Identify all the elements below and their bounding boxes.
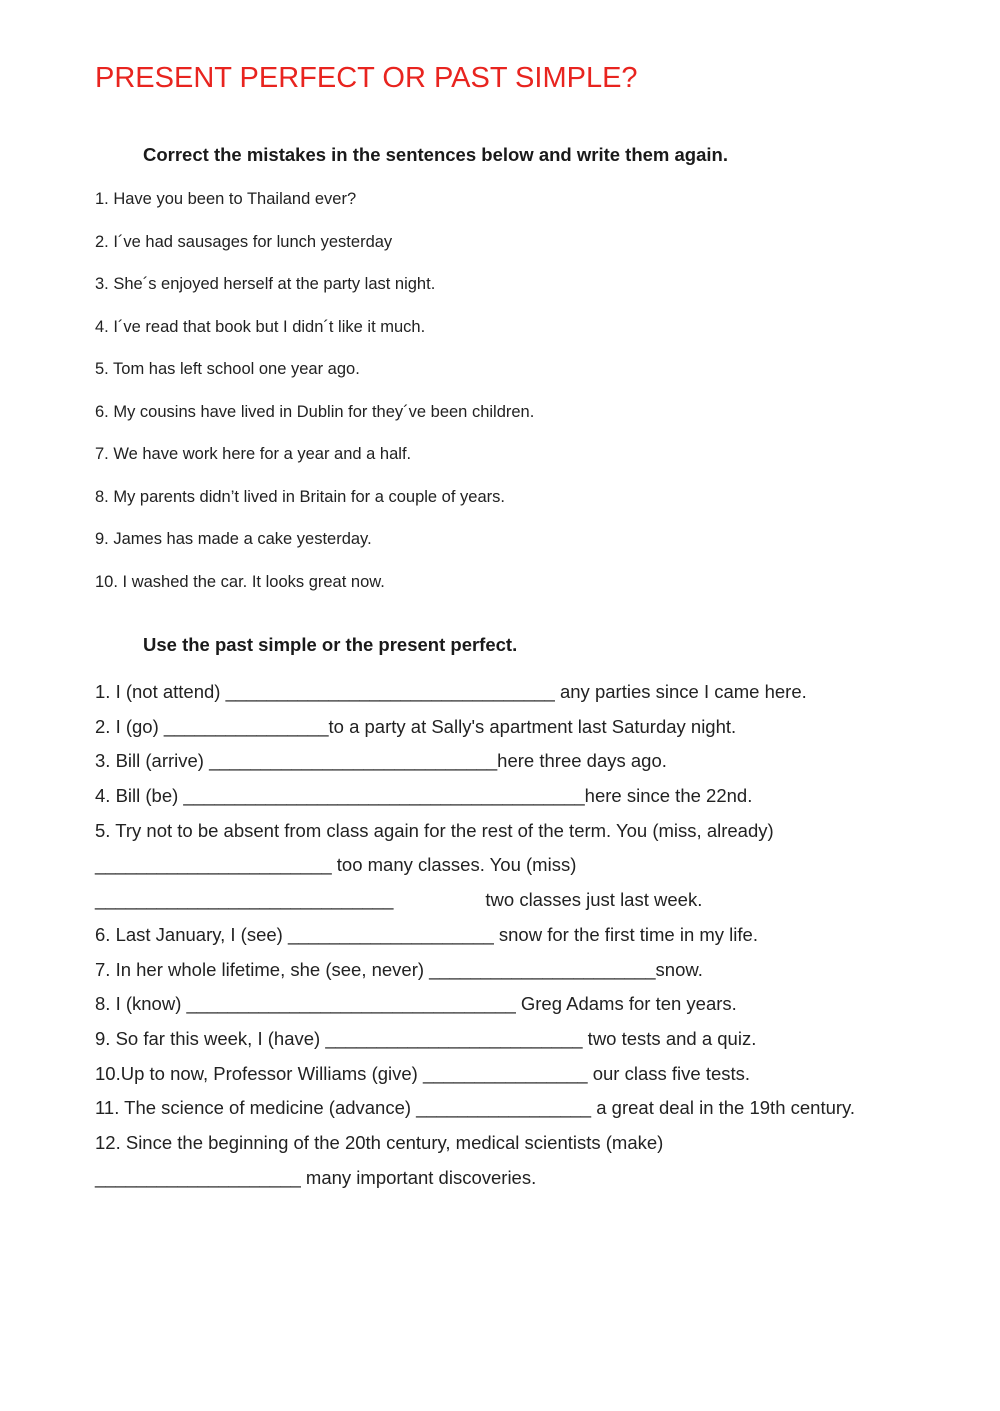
section-2-heading: Use the past simple or the present perfect. (143, 634, 518, 655)
list-item: 3. She´s enjoyed herself at the party last night. (95, 275, 436, 293)
exercise-line-continuation: two classes just last week. (485, 889, 703, 911)
exercise-line (95, 887, 855, 922)
exercise-line: 11. The science of medicine (advance) _________________ a great deal in the 19th century. (95, 1097, 856, 1119)
section-1-heading: Correct the mistakes in the sentences below and write them again. (143, 144, 728, 165)
list-item: 6. My cousins have lived in Dublin for they´ve been children. (95, 402, 535, 421)
tense-exercise-list (95, 679, 855, 1199)
list-item: 9. James has made a cake yesterday. (95, 530, 372, 548)
exercise-line: 4. Bill (be) _______________________________________here since the 22nd. (95, 785, 753, 807)
list-item: 2. I´ve had sausages for lunch yesterday (95, 232, 393, 251)
exercise-line: 12. Since the beginning of the 20th century, medical scientists (make) (95, 1131, 664, 1153)
exercise-line: 1. I (not attend) ________________________________ any parties since I came here. (95, 681, 807, 702)
exercise-line: 6. Last January, I (see) ____________________ snow for the first time in my life. (95, 923, 758, 945)
list-item: 5. Tom has left school one year ago. (95, 360, 360, 378)
page-title: PRESENT PERFECT OR PAST SIMPLE? (95, 62, 638, 94)
exercise-line: 9. So far this week, I (have) _________________________ two tests and a quiz. (95, 1027, 757, 1049)
exercise-line: 7. In her whole lifetime, she (see, never) ______________________snow. (95, 958, 703, 980)
exercise-line: _______________________ too many classes. You (miss) (95, 854, 577, 876)
list-item: 7. We have work here for a year and a half. (95, 445, 412, 463)
mistakes-list (95, 187, 534, 612)
answer-blank: _____________________________ (95, 889, 394, 911)
list-item: 4. I´ve read that book but I didn´t like it much. (95, 317, 426, 336)
list-item: 1. Have you been to Thailand ever? (95, 190, 357, 208)
exercise-line: ____________________ many important discoveries. (95, 1166, 537, 1188)
exercise-line: 5. Try not to be absent from class again for the rest of the term. You (miss, already) (95, 819, 774, 841)
exercise-line: 2. I (go) ________________to a party at Sally's apartment last Saturday night. (95, 715, 737, 737)
exercise-line: 10.Up to now, Professor Williams (give) ________________ our class five tests. (95, 1062, 751, 1084)
list-item: 8. My parents didn’t lived in Britain for a couple of years. (95, 487, 505, 506)
list-item: 10. I washed the car. It looks great now. (95, 572, 385, 591)
exercise-line: 3. Bill (arrive) ____________________________here three days ago. (95, 750, 667, 772)
exercise-line: 8. I (know) ________________________________ Greg Adams for ten years. (95, 993, 737, 1015)
